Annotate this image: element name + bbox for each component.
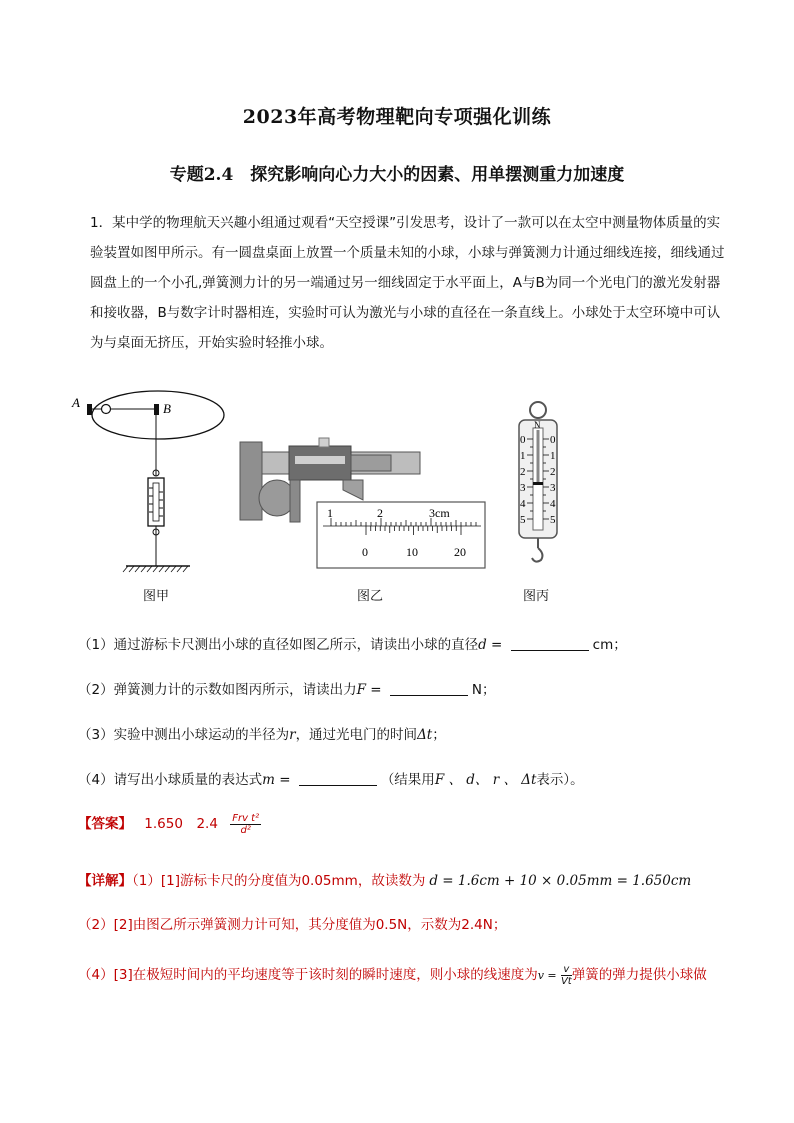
answer-label: 【答案】 bbox=[78, 816, 132, 832]
scale-right-0: 0 bbox=[550, 434, 556, 446]
vernier-0: 0 bbox=[362, 545, 368, 559]
scale-hook bbox=[532, 548, 542, 562]
answer-fraction: $\frac{\text{Frv t²}}{\text{d²}}$ bbox=[232, 812, 260, 836]
scale-left-1: 1 bbox=[520, 450, 526, 462]
question-2: （2）弹簧测力计的示数如图丙所示，请读出力F = N； bbox=[78, 682, 496, 698]
problem-intro: 1．某中学的物理航天兴趣小组通过观看“天空授课”引发思考，设计了一款可以在太空中测量物体质量的实验装置如图甲所示。有一圆盘桌面上放置一个质量未知的小球，小球与弹簧测力计通过细线连接，细线通过圆盘上的一个小孔,弹簧测力计的另一端通过另一细线固定于水平面上，A与B为同一个光电门的激光发射器和接收器，B与数字计时器相连，实验时可认为激光与小球的直径在一条直线上。小球处于太空环境中可认为与桌面无挤压，开始实验时轻推小球。 bbox=[90, 215, 725, 351]
caption-bing: 图丙 bbox=[523, 589, 550, 604]
answer-blank-2[interactable] bbox=[390, 681, 468, 696]
question-1: （1）通过游标卡尺测出小球的直径如图乙所示，请读出小球的直径d = cm； bbox=[78, 637, 627, 653]
caption-yi: 图乙 bbox=[357, 589, 384, 604]
answer-blank-1[interactable] bbox=[511, 636, 589, 651]
answer-row bbox=[78, 812, 261, 836]
scale-right-4: 4 bbox=[550, 498, 556, 510]
detail-line-1: 【详解】（1）[1]游标卡尺的分度值为0.05mm，故读数为 d = 1.6cm + 10 × 0.05mm = 1.650cm bbox=[78, 873, 692, 889]
scale-right-1: 1 bbox=[550, 450, 556, 462]
vernier-10: 10 bbox=[406, 545, 418, 559]
scale-unit-n: N bbox=[534, 420, 541, 430]
caption-jia: 图甲 bbox=[143, 589, 170, 604]
page-title: 2023年高考物理靶向专项强化训练 bbox=[242, 106, 552, 128]
label-b: B bbox=[163, 401, 171, 416]
page-subtitle: 专题2.4 探究影响向心力大小的因素、用单摆测重力加速度 bbox=[169, 165, 625, 185]
velocity-fraction: $\frac{v}{Vt}$ bbox=[560, 963, 572, 987]
answer-values: 1.650 2.4 bbox=[144, 816, 218, 832]
question-4: （4）请写出小球质量的表达式m = （结果用F 、 d、 r 、 Δt表示）。 bbox=[78, 772, 584, 788]
main-scale-3: 3cm bbox=[429, 506, 450, 520]
question-3: （3）实验中测出小球运动的半径为r，通过光电门的时间Δt； bbox=[78, 727, 446, 743]
small-ball bbox=[102, 405, 111, 414]
spring-scale-small bbox=[148, 478, 164, 526]
answer-blank-4[interactable] bbox=[299, 771, 377, 786]
detail-label: 【详解】 bbox=[78, 873, 132, 889]
emitter-a bbox=[87, 404, 92, 415]
scale-left-3: 3 bbox=[520, 482, 526, 494]
scale-right-2: 2 bbox=[550, 466, 556, 478]
scale-right-5: 5 bbox=[550, 514, 556, 526]
receiver-b bbox=[154, 404, 159, 415]
scale-left-0: 0 bbox=[520, 434, 526, 446]
scale-right-3: 3 bbox=[550, 482, 556, 494]
scale-pointer bbox=[533, 482, 543, 485]
main-scale-2: 2 bbox=[377, 506, 383, 520]
figure-yi bbox=[235, 430, 490, 578]
scale-left-2: 2 bbox=[520, 466, 526, 478]
figure-jia bbox=[70, 388, 230, 578]
figure-bing bbox=[505, 398, 573, 578]
detail-line-2: （2）[2]由图乙所示弹簧测力计可知，其分度值为0.5N，示数为2.4N； bbox=[78, 917, 507, 933]
scale-left-4: 4 bbox=[520, 498, 526, 510]
label-a: A bbox=[72, 395, 80, 410]
detail-line-3: （4）[3]在极短时间内的平均速度等于该时刻的瞬时速度，则小球的线速度为v = $\frac{v}{Vt}$弹簧的弹力提供小球做 bbox=[78, 963, 707, 987]
vernier-20: 20 bbox=[454, 545, 466, 559]
main-scale-1: 1 bbox=[327, 506, 333, 520]
scale-left-5: 5 bbox=[520, 514, 526, 526]
